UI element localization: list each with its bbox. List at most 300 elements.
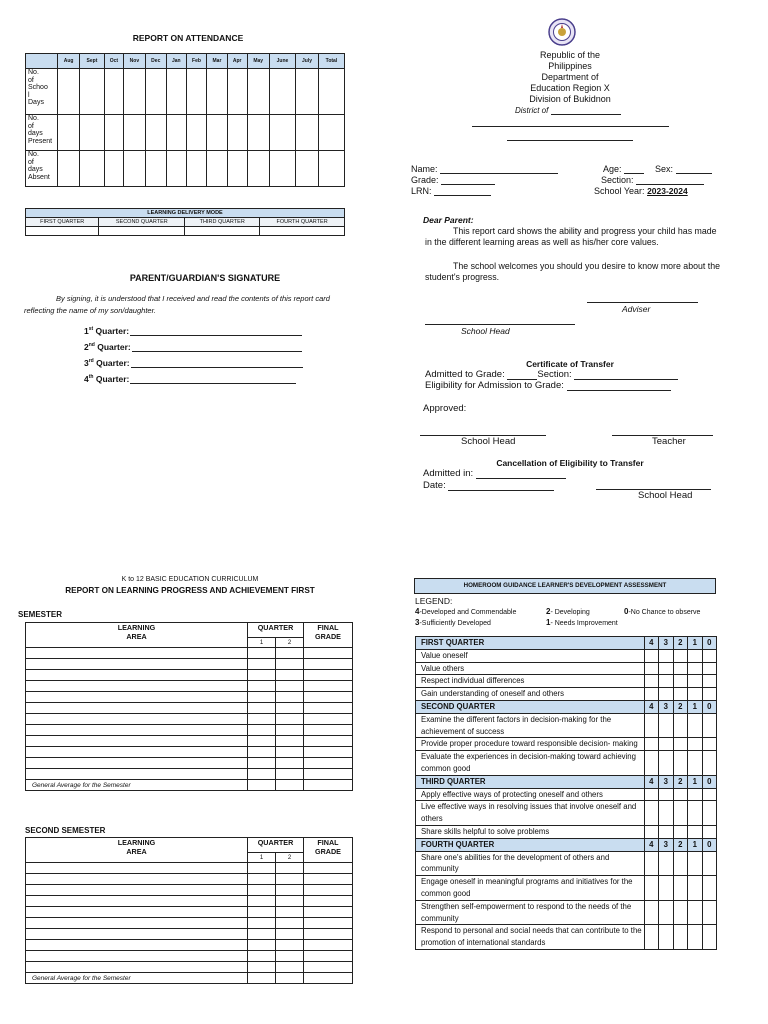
grade-cell[interactable] <box>276 692 304 703</box>
grade-cell[interactable] <box>248 918 276 929</box>
grade-cell[interactable] <box>26 703 248 714</box>
agency-header-line: Philippines <box>548 61 592 71</box>
assessment-item-label: Evaluate the experiences in decision-making toward achieving common good <box>416 751 645 776</box>
grade-cell[interactable] <box>248 703 276 714</box>
grade-cell[interactable] <box>26 940 248 951</box>
rating-cell[interactable] <box>659 900 674 925</box>
rating-cell[interactable] <box>644 825 659 838</box>
rating-cell[interactable] <box>673 876 688 901</box>
grade-cell[interactable] <box>276 703 304 714</box>
lrn-field[interactable] <box>411 186 491 196</box>
grade-cell[interactable] <box>276 648 304 659</box>
attendance-cell[interactable] <box>227 115 247 151</box>
rating-cell[interactable] <box>702 662 717 675</box>
rating-scale-header: 0 <box>702 775 717 788</box>
grade-cell[interactable] <box>276 736 304 747</box>
rating-cell[interactable] <box>644 751 659 776</box>
attendance-cell[interactable] <box>145 151 166 187</box>
rating-cell[interactable] <box>644 900 659 925</box>
school-year-label: School Year: <box>594 186 645 196</box>
grade-cell[interactable] <box>248 747 276 758</box>
legend-description: -Developed and Commendable <box>419 609 517 616</box>
attendance-row <box>26 115 345 151</box>
attendance-cell[interactable] <box>318 151 344 187</box>
attendance-cell[interactable] <box>296 115 319 151</box>
rating-scale-header: 4 <box>644 700 659 713</box>
age-label: Age: <box>603 164 622 174</box>
grade-cell[interactable] <box>26 648 248 659</box>
attendance-cell[interactable] <box>124 115 146 151</box>
rating-cell[interactable] <box>644 801 659 826</box>
quarter-signature-field[interactable] <box>84 374 296 384</box>
rating-cell[interactable] <box>673 751 688 776</box>
grade-cell[interactable] <box>276 929 304 940</box>
attendance-cell[interactable] <box>104 69 123 115</box>
grade-cell[interactable] <box>276 659 304 670</box>
general-average-cell[interactable] <box>248 973 276 984</box>
grade-header-row <box>26 838 353 853</box>
attendance-cell[interactable] <box>247 69 269 115</box>
grade-cell[interactable] <box>248 940 276 951</box>
delivery-quarter-header: FIRST QUARTER <box>26 218 99 227</box>
grade-cell[interactable] <box>26 929 248 940</box>
rating-cell[interactable] <box>644 738 659 751</box>
rating-cell[interactable] <box>702 876 717 901</box>
grade-cell[interactable] <box>304 714 353 725</box>
attendance-cell[interactable] <box>318 115 344 151</box>
rating-cell[interactable] <box>688 788 703 801</box>
assessment-item-row <box>416 851 717 876</box>
delivery-mode-cell[interactable] <box>99 227 185 236</box>
rating-cell[interactable] <box>673 825 688 838</box>
grade-cell[interactable] <box>304 863 353 874</box>
rating-cell[interactable] <box>673 688 688 701</box>
rating-cell[interactable] <box>702 649 717 662</box>
grade-header-row <box>26 623 353 638</box>
grade-cell[interactable] <box>276 940 304 951</box>
rating-cell[interactable] <box>688 801 703 826</box>
rating-cell[interactable] <box>673 925 688 950</box>
quarter-signature-field[interactable] <box>84 326 302 336</box>
grade-cell[interactable] <box>248 929 276 940</box>
general-average-label: General Average for the Semester <box>26 973 248 984</box>
month-header: Sept <box>80 54 105 69</box>
rating-cell[interactable] <box>688 675 703 688</box>
name-field[interactable] <box>411 164 558 174</box>
attendance-cell[interactable] <box>145 69 166 115</box>
quarter-signature-line <box>131 359 303 368</box>
assessment-item-label: Gain understanding of oneself and others <box>416 688 645 701</box>
rating-cell[interactable] <box>659 925 674 950</box>
rating-cell[interactable] <box>702 788 717 801</box>
attendance-cell[interactable] <box>227 151 247 187</box>
attendance-cell[interactable] <box>80 69 105 115</box>
attendance-cell[interactable] <box>124 69 146 115</box>
grade-cell[interactable] <box>304 736 353 747</box>
quarter-signature-field[interactable] <box>84 358 303 368</box>
age-field[interactable] <box>603 164 644 174</box>
grade-cell[interactable] <box>248 874 276 885</box>
district-field[interactable] <box>515 106 621 115</box>
final-grade-header-line: GRADE <box>315 632 341 641</box>
rating-scale-header: 2 <box>673 637 688 650</box>
grade-cell[interactable] <box>248 951 276 962</box>
rating-cell[interactable] <box>659 751 674 776</box>
grade-cell[interactable] <box>276 714 304 725</box>
grade-cell[interactable] <box>304 692 353 703</box>
admitted-in-field[interactable] <box>423 468 566 479</box>
rating-cell[interactable] <box>702 900 717 925</box>
grade-cell[interactable] <box>276 670 304 681</box>
attendance-cell[interactable] <box>269 151 295 187</box>
attendance-cell[interactable] <box>80 151 105 187</box>
month-header: Jan <box>166 54 186 69</box>
grade-cell[interactable] <box>304 725 353 736</box>
delivery-mode-cell[interactable] <box>26 227 99 236</box>
date-field[interactable] <box>423 480 554 491</box>
rating-scale-header: 2 <box>673 838 688 851</box>
rating-cell[interactable] <box>659 801 674 826</box>
rating-cell[interactable] <box>659 876 674 901</box>
learning-area-header <box>26 623 248 648</box>
adviser-signature-line <box>587 302 698 303</box>
rating-scale-header: 4 <box>644 838 659 851</box>
rating-cell[interactable] <box>644 649 659 662</box>
quarter-1-header: 1 <box>248 853 276 863</box>
grade-row <box>26 896 353 907</box>
quarter-signature-field[interactable] <box>84 342 302 352</box>
delivery-quarter-header: FOURTH QUARTER <box>260 218 345 227</box>
assessment-item-row <box>416 876 717 901</box>
attendance-cell[interactable] <box>269 69 295 115</box>
grade-cell[interactable] <box>304 940 353 951</box>
grade-cell[interactable] <box>248 907 276 918</box>
grade-cell[interactable] <box>26 951 248 962</box>
rating-cell[interactable] <box>702 801 717 826</box>
grade-cell[interactable] <box>248 962 276 973</box>
agency-header-line: Division of Bukidnon <box>529 94 611 104</box>
legend-item <box>415 618 491 627</box>
attendance-cell[interactable] <box>247 151 269 187</box>
attendance-cell[interactable] <box>186 151 206 187</box>
learning-area-header-line: LEARNING <box>117 623 156 632</box>
homeroom-assessment-table <box>415 636 717 950</box>
grade-cell[interactable] <box>276 725 304 736</box>
grade-cell[interactable] <box>26 874 248 885</box>
grade-cell[interactable] <box>304 747 353 758</box>
grade-cell[interactable] <box>248 681 276 692</box>
rating-cell[interactable] <box>688 876 703 901</box>
rating-cell[interactable] <box>688 662 703 675</box>
rating-cell[interactable] <box>702 825 717 838</box>
rating-cell[interactable] <box>688 713 703 738</box>
deped-seal-icon <box>548 18 576 46</box>
attendance-row <box>26 69 345 115</box>
general-average-cell[interactable] <box>276 973 304 984</box>
rating-cell[interactable] <box>673 649 688 662</box>
rating-cell[interactable] <box>659 738 674 751</box>
general-average-cell[interactable] <box>248 780 276 791</box>
attendance-cell[interactable] <box>104 115 123 151</box>
grade-cell[interactable] <box>26 863 248 874</box>
grade-cell[interactable] <box>276 918 304 929</box>
rating-cell[interactable] <box>688 825 703 838</box>
rating-cell[interactable] <box>688 900 703 925</box>
legend-value: 0 <box>624 607 629 616</box>
assessment-item-label: Respond to personal and social needs that can contribute to the promotion of international standards <box>416 925 645 950</box>
rating-cell[interactable] <box>702 713 717 738</box>
grade-cell[interactable] <box>26 692 248 703</box>
grade-cell[interactable] <box>26 758 248 769</box>
grade-cell[interactable] <box>304 758 353 769</box>
transfer-section-label: Section: <box>537 369 572 380</box>
attendance-cell[interactable] <box>80 115 105 151</box>
grade-cell[interactable] <box>276 907 304 918</box>
rating-cell[interactable] <box>702 751 717 776</box>
quarter-signature-label: 4th Quarter: <box>84 374 130 384</box>
grade-row <box>26 885 353 896</box>
delivery-mode-cell[interactable] <box>185 227 260 236</box>
name-line <box>440 165 558 174</box>
rating-cell[interactable] <box>673 900 688 925</box>
rating-cell[interactable] <box>659 788 674 801</box>
rating-cell[interactable] <box>688 851 703 876</box>
attendance-row-label: No. of days Absent <box>26 151 58 187</box>
grade-cell[interactable] <box>276 747 304 758</box>
rating-cell[interactable] <box>659 675 674 688</box>
attendance-cell[interactable] <box>247 115 269 151</box>
quarter-signature-line <box>130 327 302 336</box>
grade-cell[interactable] <box>248 670 276 681</box>
grade-cell[interactable] <box>304 951 353 962</box>
rating-cell[interactable] <box>702 738 717 751</box>
grade-cell[interactable] <box>26 962 248 973</box>
grade-cell[interactable] <box>276 863 304 874</box>
rating-cell[interactable] <box>659 713 674 738</box>
rating-scale-header: 1 <box>688 838 703 851</box>
grade-cell[interactable] <box>304 670 353 681</box>
rating-cell[interactable] <box>644 851 659 876</box>
grade-row <box>26 940 353 951</box>
attendance-cell[interactable] <box>58 151 80 187</box>
eligibility-field[interactable] <box>425 380 671 391</box>
attendance-cell[interactable] <box>166 115 186 151</box>
rating-cell[interactable] <box>673 662 688 675</box>
rating-cell[interactable] <box>673 851 688 876</box>
grade-cell[interactable] <box>304 659 353 670</box>
grade-cell[interactable] <box>276 681 304 692</box>
quarter-header-row <box>416 838 717 851</box>
rating-cell[interactable] <box>659 662 674 675</box>
attendance-cell[interactable] <box>58 69 80 115</box>
grade-cell[interactable] <box>26 747 248 758</box>
grade-cell[interactable] <box>26 681 248 692</box>
quarter-ordinal: rd <box>88 358 94 365</box>
legend-item <box>415 607 516 616</box>
rating-scale-header: 3 <box>659 637 674 650</box>
school-name-line <box>472 126 669 127</box>
grade-cell[interactable] <box>26 659 248 670</box>
rating-cell[interactable] <box>702 675 717 688</box>
rating-cell[interactable] <box>659 649 674 662</box>
grade-cell[interactable] <box>26 670 248 681</box>
rating-cell[interactable] <box>688 751 703 776</box>
grade-row <box>26 863 353 874</box>
rating-cell[interactable] <box>702 925 717 950</box>
grade-cell[interactable] <box>248 659 276 670</box>
rating-cell[interactable] <box>688 688 703 701</box>
grade-cell[interactable] <box>304 918 353 929</box>
attendance-cell[interactable] <box>207 69 228 115</box>
grade-cell[interactable] <box>26 885 248 896</box>
grade-cell[interactable] <box>248 758 276 769</box>
rating-cell[interactable] <box>702 851 717 876</box>
attendance-cell[interactable] <box>58 115 80 151</box>
attendance-cell[interactable] <box>166 69 186 115</box>
grade-field[interactable] <box>411 175 495 185</box>
delivery-quarter-header: SECOND QUARTER <box>99 218 185 227</box>
attendance-cell[interactable] <box>104 151 123 187</box>
assessment-item-label: Value others <box>416 662 645 675</box>
grade-cell[interactable] <box>304 648 353 659</box>
rating-cell[interactable] <box>644 788 659 801</box>
signature-title: PARENT/GUARDIAN'S SIGNATURE <box>129 273 281 283</box>
section-field[interactable] <box>601 175 704 185</box>
quarter-header-row <box>416 775 717 788</box>
final-grade-header-line: GRADE <box>315 847 341 856</box>
general-average-cell[interactable] <box>304 780 353 791</box>
rating-cell[interactable] <box>702 688 717 701</box>
grade-cell[interactable] <box>248 769 276 780</box>
month-header: Total <box>318 54 344 69</box>
rating-cell[interactable] <box>673 801 688 826</box>
attendance-cell[interactable] <box>207 115 228 151</box>
learning-area-header-line: LEARNING <box>117 838 156 847</box>
grade-cell[interactable] <box>248 648 276 659</box>
rating-scale-header: 0 <box>702 637 717 650</box>
date-line <box>448 482 554 491</box>
grade-cell[interactable] <box>276 962 304 973</box>
attendance-cell[interactable] <box>166 151 186 187</box>
legend-value: 3 <box>415 618 420 627</box>
sex-field[interactable] <box>655 164 712 174</box>
rating-cell[interactable] <box>673 788 688 801</box>
rating-cell[interactable] <box>688 738 703 751</box>
delivery-mode-cell[interactable] <box>260 227 345 236</box>
grade-row <box>26 907 353 918</box>
grade-cell[interactable] <box>304 907 353 918</box>
attendance-cell[interactable] <box>145 115 166 151</box>
grade-cell[interactable] <box>26 714 248 725</box>
admitted-to-grade-field[interactable] <box>425 369 678 380</box>
general-average-cell[interactable] <box>276 780 304 791</box>
rating-cell[interactable] <box>644 876 659 901</box>
rating-cell[interactable] <box>644 925 659 950</box>
grade-cell[interactable] <box>304 896 353 907</box>
rating-cell[interactable] <box>659 825 674 838</box>
general-average-row <box>26 780 353 791</box>
grade-cell[interactable] <box>248 863 276 874</box>
rating-cell[interactable] <box>673 713 688 738</box>
grade-cell[interactable] <box>304 929 353 940</box>
assessment-item-label: Strengthen self-empowerment to respond to the needs of the community <box>416 900 645 925</box>
quarter-header-row <box>416 700 717 713</box>
grade-cell[interactable] <box>276 769 304 780</box>
attendance-cell[interactable] <box>269 115 295 151</box>
rating-cell[interactable] <box>688 925 703 950</box>
grade-cell[interactable] <box>304 703 353 714</box>
rating-cell[interactable] <box>644 675 659 688</box>
rating-cell[interactable] <box>659 688 674 701</box>
grade-cell[interactable] <box>276 758 304 769</box>
school-id-line <box>507 140 633 141</box>
general-average-cell[interactable] <box>304 973 353 984</box>
name-label: Name: <box>411 164 438 174</box>
grade-cell[interactable] <box>248 725 276 736</box>
rating-cell[interactable] <box>644 662 659 675</box>
attendance-cell[interactable] <box>186 115 206 151</box>
rating-cell[interactable] <box>659 851 674 876</box>
attendance-cell[interactable] <box>296 151 319 187</box>
section-label: Section: <box>601 175 634 185</box>
grade-cell[interactable] <box>276 896 304 907</box>
attendance-cell[interactable] <box>227 69 247 115</box>
month-header: Mar <box>207 54 228 69</box>
quarter-signature-line <box>132 343 302 352</box>
assessment-item-row <box>416 788 717 801</box>
grade-row <box>26 725 353 736</box>
grade-cell[interactable] <box>304 962 353 973</box>
grade-row <box>26 747 353 758</box>
school-year-field <box>594 186 688 196</box>
grade-cell[interactable] <box>276 874 304 885</box>
grade-cell[interactable] <box>276 885 304 896</box>
age-line <box>624 165 644 174</box>
grade-cell[interactable] <box>26 769 248 780</box>
grade-cell[interactable] <box>304 885 353 896</box>
grade-cell[interactable] <box>248 736 276 747</box>
grade-cell[interactable] <box>248 714 276 725</box>
grade-cell[interactable] <box>26 918 248 929</box>
attendance-cell[interactable] <box>186 69 206 115</box>
rating-cell[interactable] <box>673 675 688 688</box>
grade-cell[interactable] <box>304 874 353 885</box>
first-semester-grades-table <box>25 622 353 791</box>
attendance-cell[interactable] <box>318 69 344 115</box>
grade-cell[interactable] <box>248 885 276 896</box>
grade-cell[interactable] <box>26 896 248 907</box>
grade-cell[interactable] <box>26 736 248 747</box>
agency-header <box>470 50 670 105</box>
grade-cell[interactable] <box>304 769 353 780</box>
assessment-item-label: Apply effective ways of protecting oneself and others <box>416 788 645 801</box>
grade-cell[interactable] <box>276 951 304 962</box>
grade-cell[interactable] <box>248 692 276 703</box>
grade-cell[interactable] <box>26 725 248 736</box>
grade-cell[interactable] <box>304 681 353 692</box>
grade-cell[interactable] <box>26 907 248 918</box>
grade-cell[interactable] <box>248 896 276 907</box>
attendance-cell[interactable] <box>207 151 228 187</box>
attendance-cell[interactable] <box>296 69 319 115</box>
rating-cell[interactable] <box>673 738 688 751</box>
rating-cell[interactable] <box>644 688 659 701</box>
grade-row <box>26 736 353 747</box>
attendance-cell[interactable] <box>124 151 146 187</box>
rating-cell[interactable] <box>688 649 703 662</box>
attendance-row-label: No. of days Present <box>26 115 58 151</box>
rating-cell[interactable] <box>644 713 659 738</box>
